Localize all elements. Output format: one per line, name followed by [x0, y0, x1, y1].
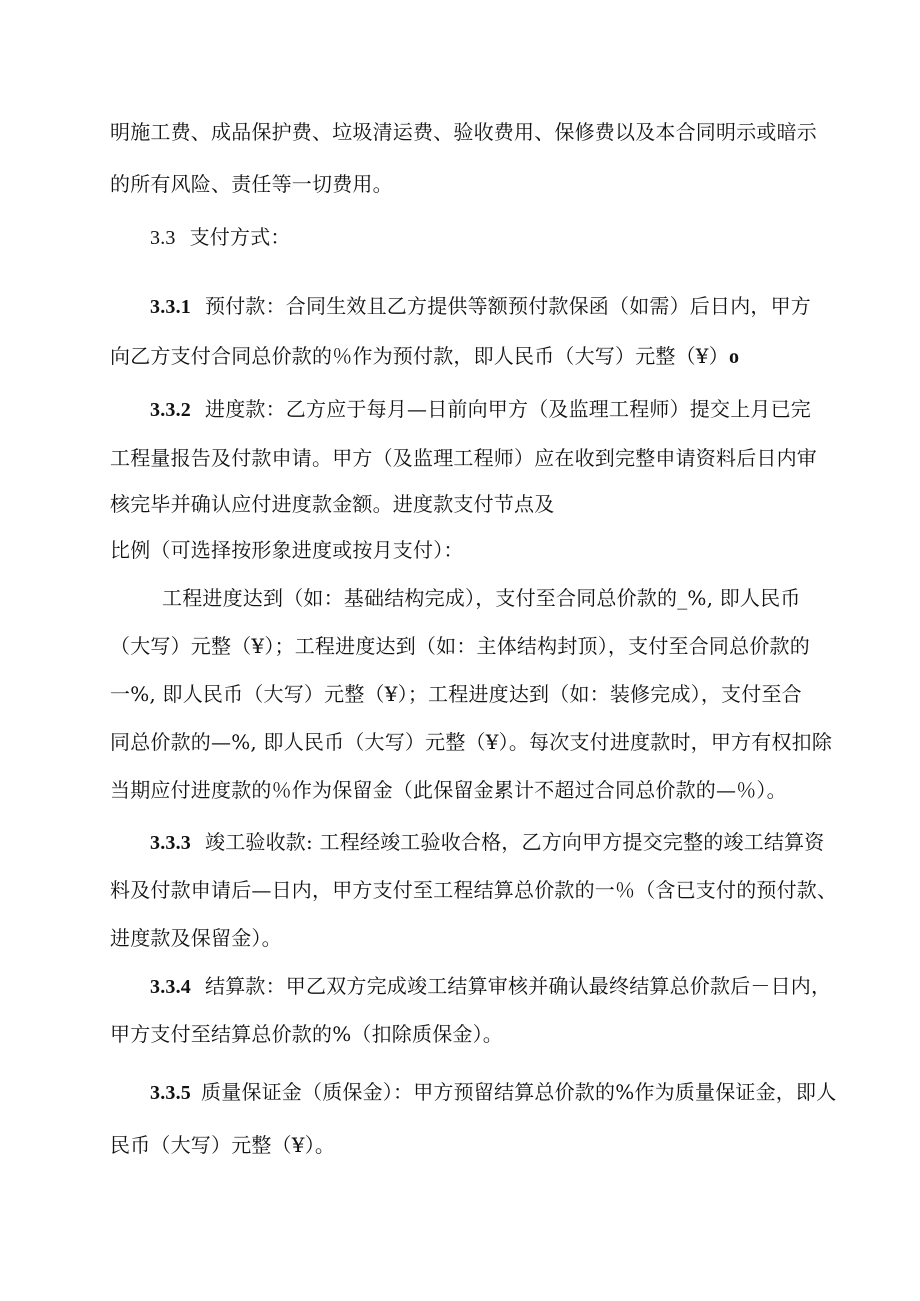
clause-number: 3.3.5 [150, 1082, 191, 1104]
clause-3-3-2-line-3: 核完毕并确认应付进度款金额。进度款支付节点及 [110, 492, 555, 516]
clause-3-3-5-line-2: 民币（大写）元整（¥）。 [110, 1133, 336, 1157]
progress-payment-line-3: 一%, 即人民币（大写）元整（¥）；工程进度达到（如：装修完成），支付至合 [110, 682, 802, 706]
intro-line-2: 的所有风险、责任等一切费用。 [110, 172, 393, 196]
progress-payment-line-5: 当期应付进度款的％作为保留金（此保留金累计不超过合同总价款的—％）。 [110, 778, 787, 802]
clause-3-3-5-line-1 [150, 1078, 836, 1107]
clause-3-3-2-line-2: 工程量报告及付款申请。甲方（及监理工程师）应在收到完整申请资料后日内审 [110, 446, 817, 470]
clause-text: 向乙方支付合同总价款的％作为预付款，即人民币（大写）元整（¥） [110, 344, 729, 368]
progress-payment-line-1: 工程进度达到（如：基础结构完成），支付至合同总价款的_%, 即人民币 [162, 586, 801, 610]
clause-3-3-3-line-2: 料及付款申请后—日内，甲方支付至工程结算总价款的一％（含已支付的预付款、 [110, 878, 838, 902]
clause-3-3-2-line-1 [150, 395, 811, 424]
clause-3-3-4-line-2: 甲方支付至结算总价款的%（扣除质保金）。 [110, 1022, 504, 1046]
section-title: 支付方式： [189, 225, 291, 249]
section-number: 3.3 [150, 227, 176, 249]
clause-text: 预付款：合同生效且乙方提供等额预付款保函（如需）后日内，甲方 [205, 294, 811, 318]
progress-payment-line-2: （大写）元整（¥）；工程进度达到（如：主体结构封顶），支付至合同总价款的 [110, 634, 810, 658]
clause-text: 质量保证金（质保金）：甲方预留结算总价款的%作为质量保证金，即人 [201, 1080, 837, 1104]
progress-payment-line-4: 同总价款的—%, 即人民币（大写）元整（¥）。每次支付进度款时，甲方有权扣除 [110, 730, 833, 754]
clause-3-3-3-line-3: 进度款及保留金）。 [110, 926, 282, 950]
clause-tail: o [728, 346, 740, 368]
clause-3-3-4-line-1 [150, 972, 831, 1001]
clause-3-3-3-line-1 [150, 828, 825, 857]
intro-line-1: 明施工费、成品保护费、垃圾清运费、验收费用、保修费以及本合同明示或暗示 [110, 120, 817, 144]
clause-number: 3.3.1 [150, 296, 191, 318]
clause-text: 结算款：甲乙双方完成竣工结算审核并确认最终结算总价款后－日内， [205, 974, 832, 998]
clause-3-3-2-line-4: 比例（可选择按形象进度或按月支付）： [110, 538, 464, 562]
clause-number: 3.3.4 [150, 976, 191, 998]
clause-number: 3.3.2 [150, 399, 191, 421]
clause-text: 进度款：乙方应于每月—日前向甲方（及监理工程师）提交上月已完 [205, 397, 811, 421]
clause-3-3-1-line-1 [150, 292, 811, 321]
clause-number: 3.3.3 [150, 832, 191, 854]
section-3-3-heading [150, 223, 291, 252]
clause-text: 竣工验收款: 工程经竣工验收合格，乙方向甲方提交完整的竣工结算资 [205, 830, 825, 854]
clause-3-3-1-line-2 [110, 342, 739, 371]
